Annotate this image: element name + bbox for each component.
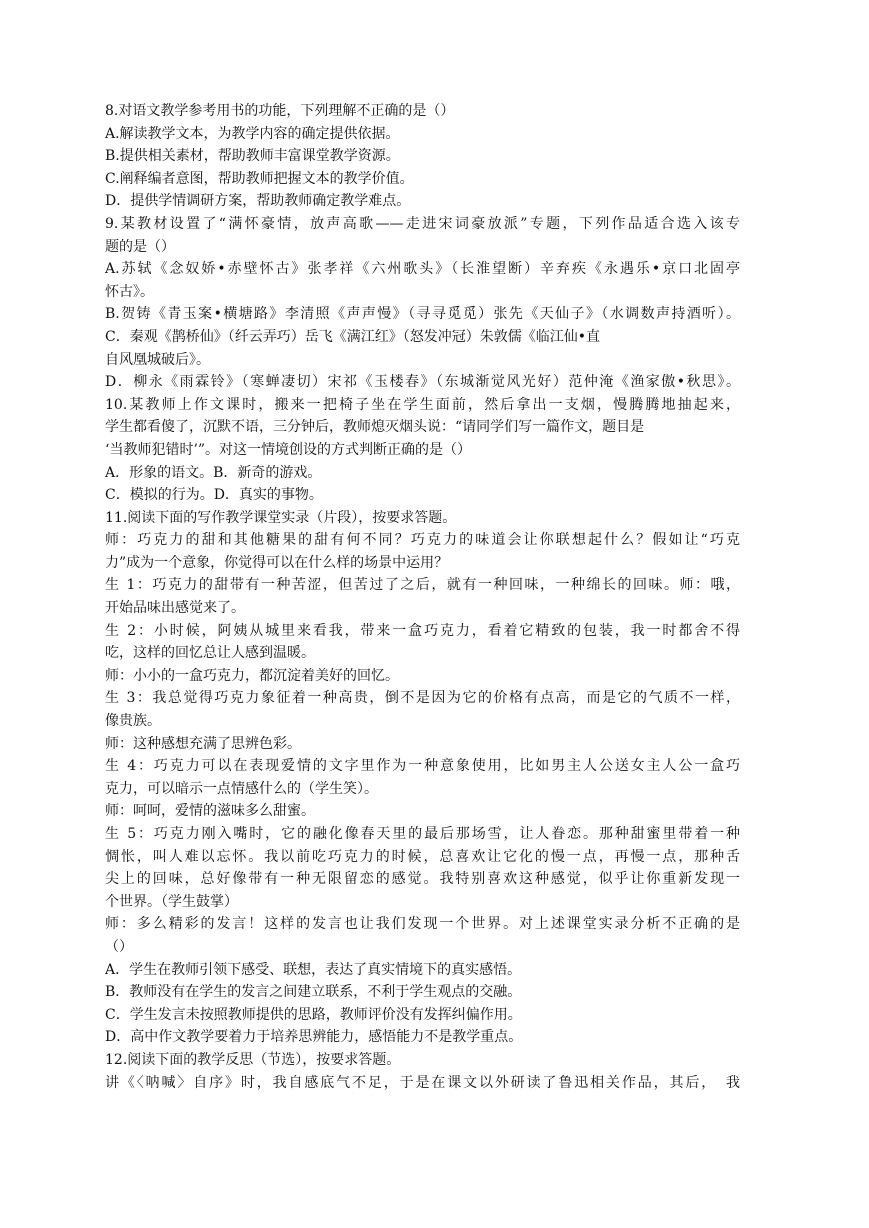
text-line: 怀古》。: [105, 283, 154, 300]
text-line: （）: [105, 938, 133, 955]
text-line: 生 1：巧克力的甜带有一种苦涩，但苦过了之后，就有一种回味，一种绵长的回味。师：哦，: [105, 577, 740, 594]
text-line: 个世界。（学生鼓掌）: [105, 893, 238, 910]
text-line: 自风凰城破后》。: [105, 351, 210, 368]
text-line: B.提供相关素材，帮助教师丰富课堂教学资源。: [105, 148, 400, 165]
text-line: C．秦观《鹊桥仙》（纤云弄巧）岳飞《满江红》（怒发冲冠）朱敦儒《临江仙•直: [105, 328, 600, 345]
text-line: B.贺铸《青玉案•横塘路》李清照《声声慢》（寻寻觅觅）张先《天仙子》（水调数声持酒听）。: [105, 306, 740, 323]
text-line: A．学生在教师引领下感受、联想，表达了真实情境下的真实感悟。: [105, 961, 522, 978]
text-line: D．柳永《雨霖铃》（寒蝉凄切）宋祁《玉楼春》（东城渐觉风光好）范仲淹《渔家傲•秋思》。: [105, 374, 740, 391]
text-line: 像贵族。: [105, 713, 161, 730]
text-line: 克力，可以暗示一点情感什么的（学生笑）。: [105, 780, 378, 797]
text-line: 师：小小的一盒巧克力，都沉淀着美好的回忆。: [105, 667, 399, 684]
text-line: 师：多么精彩的发言！这样的发言也让我们发现一个世界。对上述课堂实录分析不正确的是: [105, 916, 740, 933]
text-line: C.阐释编者意图，帮助教师把握文本的教学价值。: [105, 170, 414, 187]
text-line: 师：呵呵，爱情的滋味多么甜蜜。: [105, 803, 315, 820]
text-line: 生 3：我总觉得巧克力象征着一种高贵，倒不是因为它的价格有点高，而是它的气质不一样，: [105, 690, 740, 707]
text-line: D．提供学情调研方案，帮助教师确定教学难点。: [105, 193, 411, 210]
text-line: 9.某教材设置了“满怀豪情，放声高歌——走进宋词豪放派”专题，下列作品适合选入该专: [105, 215, 740, 232]
text-line: A．形象的语文。B．新奇的游戏。: [105, 464, 322, 481]
text-line: 8.对语文教学参考用书的功能，下列理解不正确的是（）: [105, 103, 455, 119]
text-line: 师：这种感想充满了思辨色彩。: [105, 735, 301, 752]
text-line: 生 2：小时候，阿姨从城里来看我，带来一盒巧克力，看着它精致的包装，我一时都舍不得: [105, 622, 740, 639]
text-line: 讲《〈呐喊〉自序》时，我自感底气不足，于是在课文以外研读了鲁迅相关作品，其后， 我: [105, 1074, 740, 1091]
text-line: 力”成为一个意象，你觉得可以在什么样的场景中运用？: [105, 554, 449, 571]
text-line: 10.某教师上作文课时，搬来一把椅子坐在学生面前，然后拿出一支烟，慢腾腾地抽起来，: [105, 396, 740, 413]
text-line: 师：巧克力的甜和其他糖果的甜有何不同？巧克力的味道会让你联想起什么？假如让“巧克: [105, 532, 740, 549]
text-line: 惆怅，叫人难以忘怀。我以前吃巧克力的时候，总喜欢让它化的慢一点，再慢一点，那种舌: [105, 848, 740, 865]
text-line: 生 4：巧克力可以在表现爱情的文字里作为一种意象使用，比如男主人公送女主人公一盒巧: [105, 758, 740, 775]
text-line: A.苏轼《念奴娇•赤壁怀古》张孝祥《六州歌头》（长淮望断）辛弃疾《永遇乐•京口北固亭: [105, 261, 740, 278]
text-line: C．学生发言未按照教师提供的思路，教师评价没有发挥纠偏作用。: [105, 1006, 522, 1023]
text-line: C．模拟的行为。D．真实的事物。: [105, 487, 323, 504]
text-line: 11.阅读下面的写作教学课堂实录（片段），按要求答题。: [105, 509, 457, 526]
text-line: 开始品味出感觉来了。: [105, 600, 245, 617]
text-line: ‘当教师犯错时’”。对这一情境创设的方式判断正确的是（）: [105, 441, 472, 458]
text-line: D．高中作文教学要着力于培养思辨能力，感悟能力不是教学重点。: [105, 1029, 523, 1046]
text-line: 题的是（）: [105, 238, 175, 255]
text-line: B．教师没有在学生的发言之间建立联系，不利于学生观点的交融。: [105, 984, 522, 1001]
text-line: 生 5：巧克力刚入嘴时，它的融化像春天里的最后那场雪，让人眷恋。那种甜蜜里带着一种: [105, 826, 740, 842]
text-line: A.解读教学文本，为教学内容的确定提供依据。: [105, 125, 400, 142]
text-line: 学生都看傻了，沉默不语，三分钟后，教师熄灭烟头说：“请同学们写一篇作文，题目是: [105, 419, 645, 436]
text-line: 12.阅读下面的教学反思（节选），按要求答题。: [105, 1051, 401, 1068]
text-line: 尖上的回味，总好像带有一种无限留恋的感觉。我特别喜欢这种感觉，似乎让你重新发现一: [105, 871, 740, 888]
document-page: [105, 100, 740, 1094]
text-line: 吃，这样的回忆总让人感到温暖。: [105, 645, 315, 662]
